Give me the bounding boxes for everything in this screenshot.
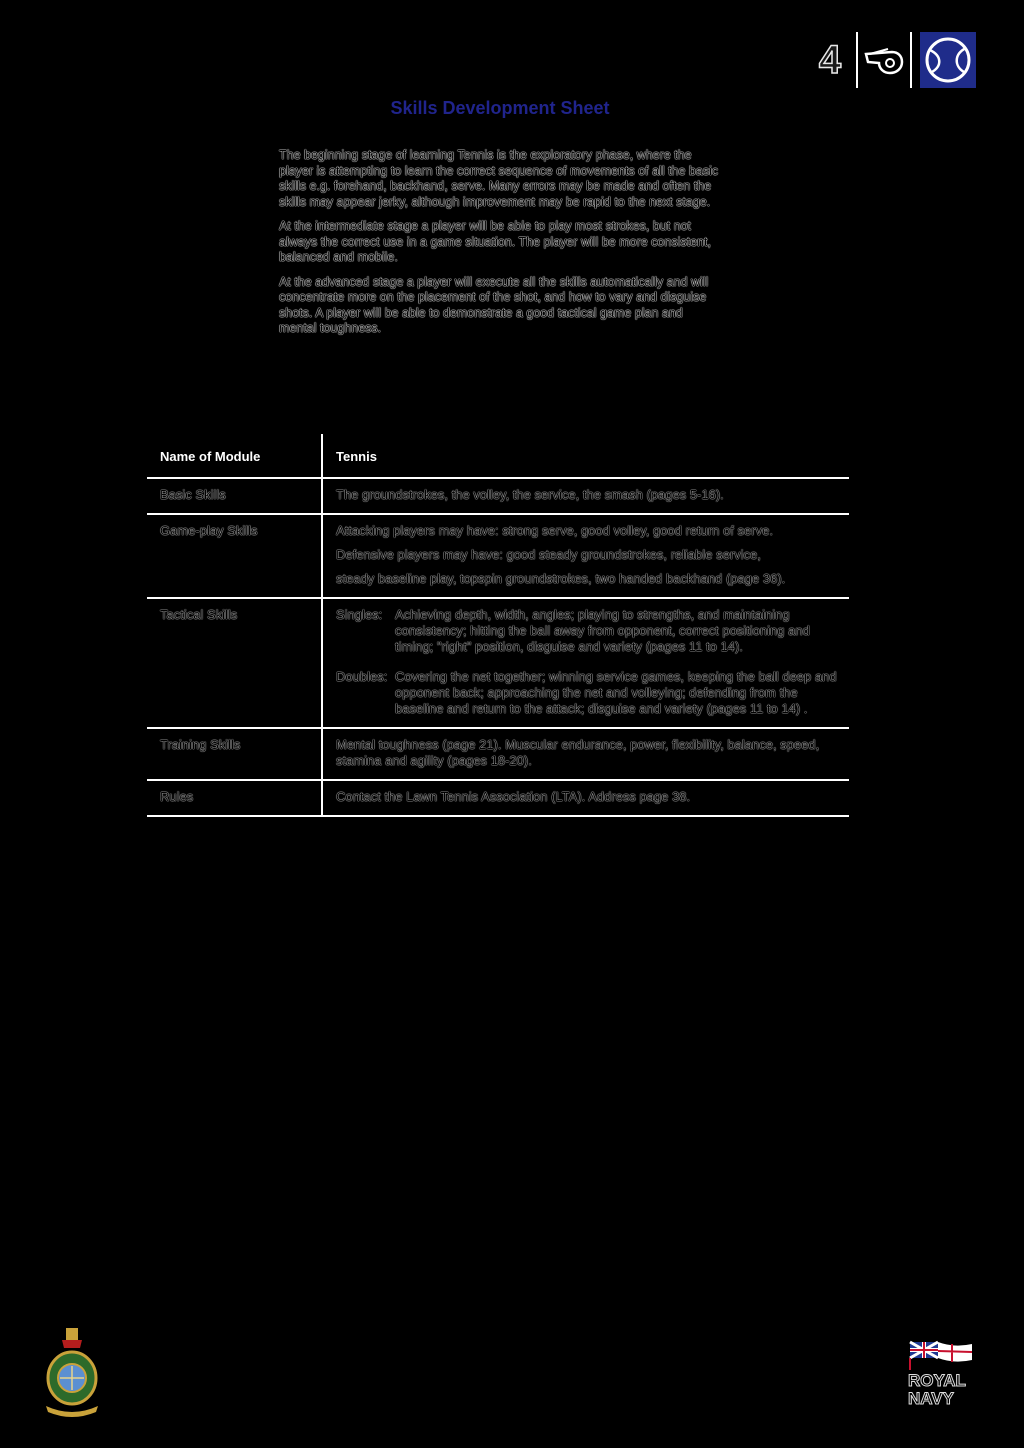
- header-module-name: Name of Module: [147, 434, 323, 477]
- row-line: steady baseline play, topspin groundstrokes, two handed backhand (page 36).: [336, 571, 786, 586]
- table-row: [147, 781, 849, 817]
- doubles-label: Doubles:: [336, 669, 388, 684]
- singles-entry: [336, 607, 839, 655]
- row-line: Contact the Lawn Tennis Association (LTA). Address page 38.: [336, 789, 691, 804]
- royal-navy-logo: [906, 1340, 978, 1412]
- row-content: [323, 515, 849, 597]
- page-title: Skills Development Sheet: [390, 98, 610, 118]
- royal-navy-logo-text-1: ROYAL: [908, 1371, 966, 1390]
- royal-marines-crest: [40, 1326, 104, 1418]
- intro-paragraph-advanced: At the advanced stage a player will execute all the skills automatically and will concentrate more on the placement of the shot, and how to vary and disguise shots. A player will be able to demonstrate a good tactical game plan and mental toughness.: [279, 274, 709, 335]
- royal-navy-logo-text-2: NAVY: [908, 1389, 954, 1408]
- row-line: The groundstrokes, the volley, the service, the smash (pages 5-16).: [336, 487, 724, 502]
- row-content: [323, 479, 849, 513]
- table-row: [147, 599, 849, 729]
- table-row: [147, 515, 849, 599]
- singles-label: Singles:: [336, 607, 383, 622]
- row-line: Mental toughness (page 21). Muscular endurance, power, flexibility, balance, speed, stamina and agility (pages 18-20).: [336, 737, 820, 768]
- doubles-text: Covering the net together; winning service games, keeping the ball deep and opponent back; approaching the net and volleying; defending from the baseline and return to the attack; disguise and variety (pages 11 to 14) .: [395, 669, 837, 716]
- singles-text: Achieving depth, width, angles; playing to strengths, and maintaining consistency; hitting the ball away from opponent, correct positioning and timing; "right" position, disguise and variety (pages 11 to 14).: [395, 607, 810, 654]
- row-label: Rules: [147, 781, 323, 815]
- table-row: [147, 729, 849, 781]
- row-content: [323, 781, 849, 815]
- row-line: Defensive players may have: good steady groundstrokes, reliable service,: [336, 547, 761, 562]
- row-label: Basic Skills: [147, 479, 323, 513]
- whistle-icon: [856, 32, 912, 88]
- row-label: Training Skills: [147, 729, 323, 779]
- page-number: 4: [818, 38, 842, 82]
- row-line: Attacking players may have: strong serve, good volley, good return of serve.: [336, 523, 773, 538]
- tennis-ball-icon: [920, 32, 976, 88]
- row-label: Game-play Skills: [147, 515, 323, 597]
- header-module-value: Tennis: [336, 449, 377, 464]
- intro-paragraph-intermediate: At the intermediate stage a player will be able to play most strokes, but not always the correct use in a game situation. The player will be more consistent, balanced and mobile.: [279, 219, 711, 264]
- doubles-entry: [336, 669, 839, 717]
- row-content: [323, 729, 849, 779]
- intro-text: [279, 148, 719, 346]
- table-row: [147, 479, 849, 515]
- table-header-row: [147, 434, 849, 479]
- skills-table: [147, 434, 849, 817]
- intro-paragraph-beginning: The beginning stage of learning Tennis is the exploratory phase, where the player is attempting to learn the correct sequence of movements of all the basic skills e.g. forehand, backhand, serve. Many errors may be made and often the skills may appear jerky, although improvement may be rapid to the next stage.: [279, 148, 719, 209]
- row-content: [323, 599, 849, 727]
- row-label: Tactical Skills: [147, 599, 323, 727]
